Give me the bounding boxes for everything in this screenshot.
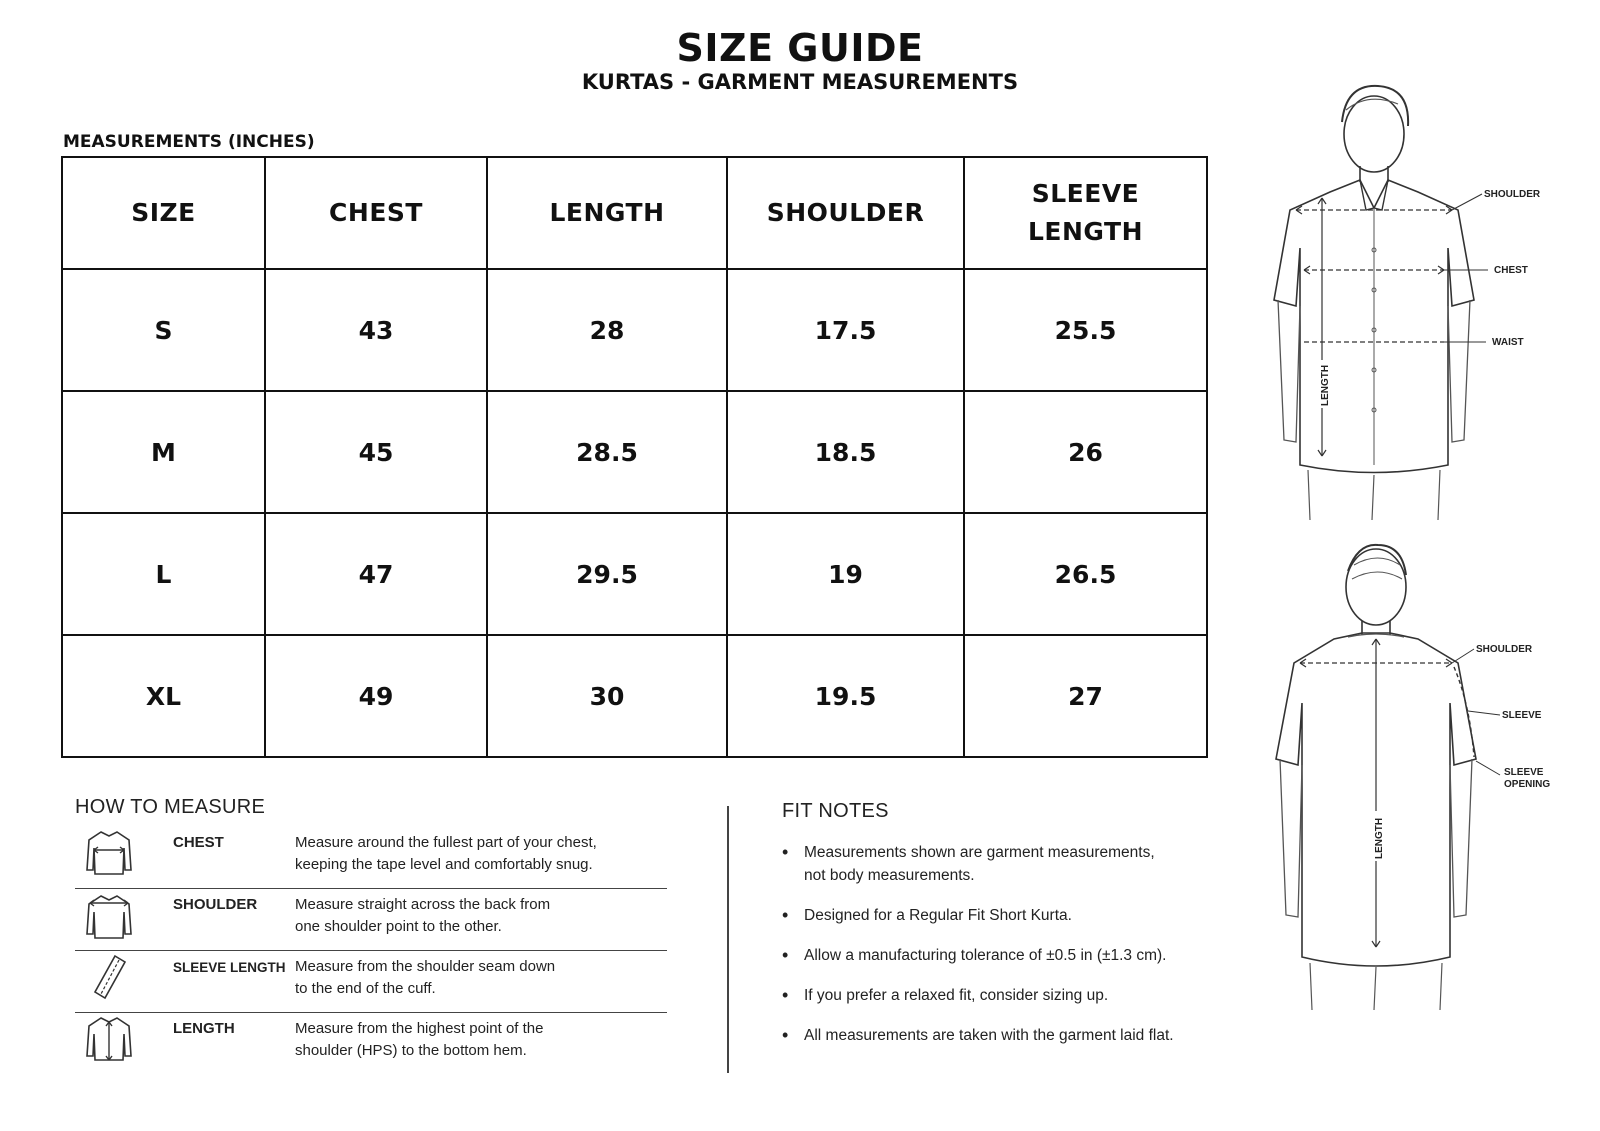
back-sleeve-opening-label-1: SLEEVE <box>1504 767 1544 778</box>
measure-row-length <box>75 1012 667 1074</box>
shirt-length-icon <box>83 1014 135 1064</box>
cell-chest: 43 <box>265 269 487 391</box>
back-length-label: LENGTH <box>1374 817 1385 859</box>
front-shoulder-label: SHOULDER <box>1484 189 1541 200</box>
cell-shoulder: 18.5 <box>727 391 964 513</box>
list-item: • All measurements are taken with the garment laid flat. <box>804 1024 1242 1047</box>
section-divider <box>727 806 729 1073</box>
cell-shoulder: 17.5 <box>727 269 964 391</box>
back-shoulder-label: SHOULDER <box>1476 644 1533 655</box>
cell-sleeve-length: 25.5 <box>964 269 1207 391</box>
cell-sleeve-length: 26 <box>964 391 1207 513</box>
cell-sleeve-length: 27 <box>964 635 1207 757</box>
measure-description: Measure around the fullest part of your chest, keeping the tape level and comfortably snug. <box>295 834 597 873</box>
cell-shoulder: 19 <box>727 513 964 635</box>
table-row <box>62 391 1207 513</box>
front-model-illustration <box>1238 70 1558 525</box>
fit-notes-title: FIT NOTES <box>782 800 889 822</box>
cell-length: 28 <box>487 269 727 391</box>
measure-label: LENGTH <box>173 1020 235 1037</box>
how-to-measure-title: HOW TO MEASURE <box>75 796 266 818</box>
front-waist-label: WAIST <box>1492 337 1524 348</box>
measure-description: Measure from the highest point of the shoulder (HPS) to the bottom hem. <box>295 1020 544 1059</box>
table-row <box>62 513 1207 635</box>
measure-description: Measure straight across the back from one shoulder point to the other. <box>295 896 551 935</box>
header-size: SIZE <box>62 157 265 269</box>
back-sleeve-label: SLEEVE <box>1502 710 1542 721</box>
table-row <box>62 635 1207 757</box>
cell-chest: 49 <box>265 635 487 757</box>
measure-label: CHEST <box>173 834 224 851</box>
page-subtitle: KURTAS - GARMENT MEASUREMENTS <box>581 70 1019 94</box>
measure-row-shoulder <box>75 888 667 951</box>
cell-size: XL <box>62 635 265 757</box>
sleeve-icon <box>83 952 135 1002</box>
shirt-shoulder-icon <box>83 890 135 940</box>
list-item: • Allow a manufacturing tolerance of ±0.5 in (±1.3 cm). <box>804 944 1242 967</box>
table-caption: MEASUREMENTS (INCHES) <box>63 132 315 152</box>
fit-notes-section <box>782 800 1242 1064</box>
table-row <box>62 269 1207 391</box>
cell-size: M <box>62 391 265 513</box>
header-sleeve-length: SLEEVE LENGTH <box>964 157 1207 269</box>
measure-description: Measure from the shoulder seam down to the end of the cuff. <box>295 958 556 997</box>
header-length: LENGTH <box>487 157 727 269</box>
list-item: • Measurements shown are garment measurements, not body measurements. <box>804 841 1242 887</box>
front-chest-label: CHEST <box>1494 265 1528 276</box>
measure-label: SLEEVE LENGTH <box>173 960 286 975</box>
header-shoulder: SHOULDER <box>727 157 964 269</box>
cell-length: 30 <box>487 635 727 757</box>
list-item: • If you prefer a relaxed fit, consider sizing up. <box>804 984 1242 1007</box>
table-header-row <box>62 157 1207 269</box>
page-title: SIZE GUIDE <box>676 26 924 70</box>
how-to-measure-section <box>75 796 695 1059</box>
cell-chest: 47 <box>265 513 487 635</box>
cell-shoulder: 19.5 <box>727 635 964 757</box>
cell-length: 28.5 <box>487 391 727 513</box>
list-item: • Designed for a Regular Fit Short Kurta. <box>804 904 1242 927</box>
shirt-chest-icon <box>83 828 135 878</box>
measure-label: SHOULDER <box>173 896 258 913</box>
back-sleeve-opening-label-2: OPENING <box>1504 779 1551 790</box>
front-length-label: LENGTH <box>1320 364 1331 406</box>
fit-notes-list <box>782 841 1242 1047</box>
size-table <box>61 156 1208 758</box>
cell-size: L <box>62 513 265 635</box>
cell-length: 29.5 <box>487 513 727 635</box>
cell-size: S <box>62 269 265 391</box>
back-model-illustration <box>1238 535 1558 1015</box>
measure-row-chest <box>75 826 667 889</box>
cell-sleeve-length: 26.5 <box>964 513 1207 635</box>
header-chest: CHEST <box>265 157 487 269</box>
cell-chest: 45 <box>265 391 487 513</box>
measure-row-sleeve-length <box>75 950 667 1013</box>
